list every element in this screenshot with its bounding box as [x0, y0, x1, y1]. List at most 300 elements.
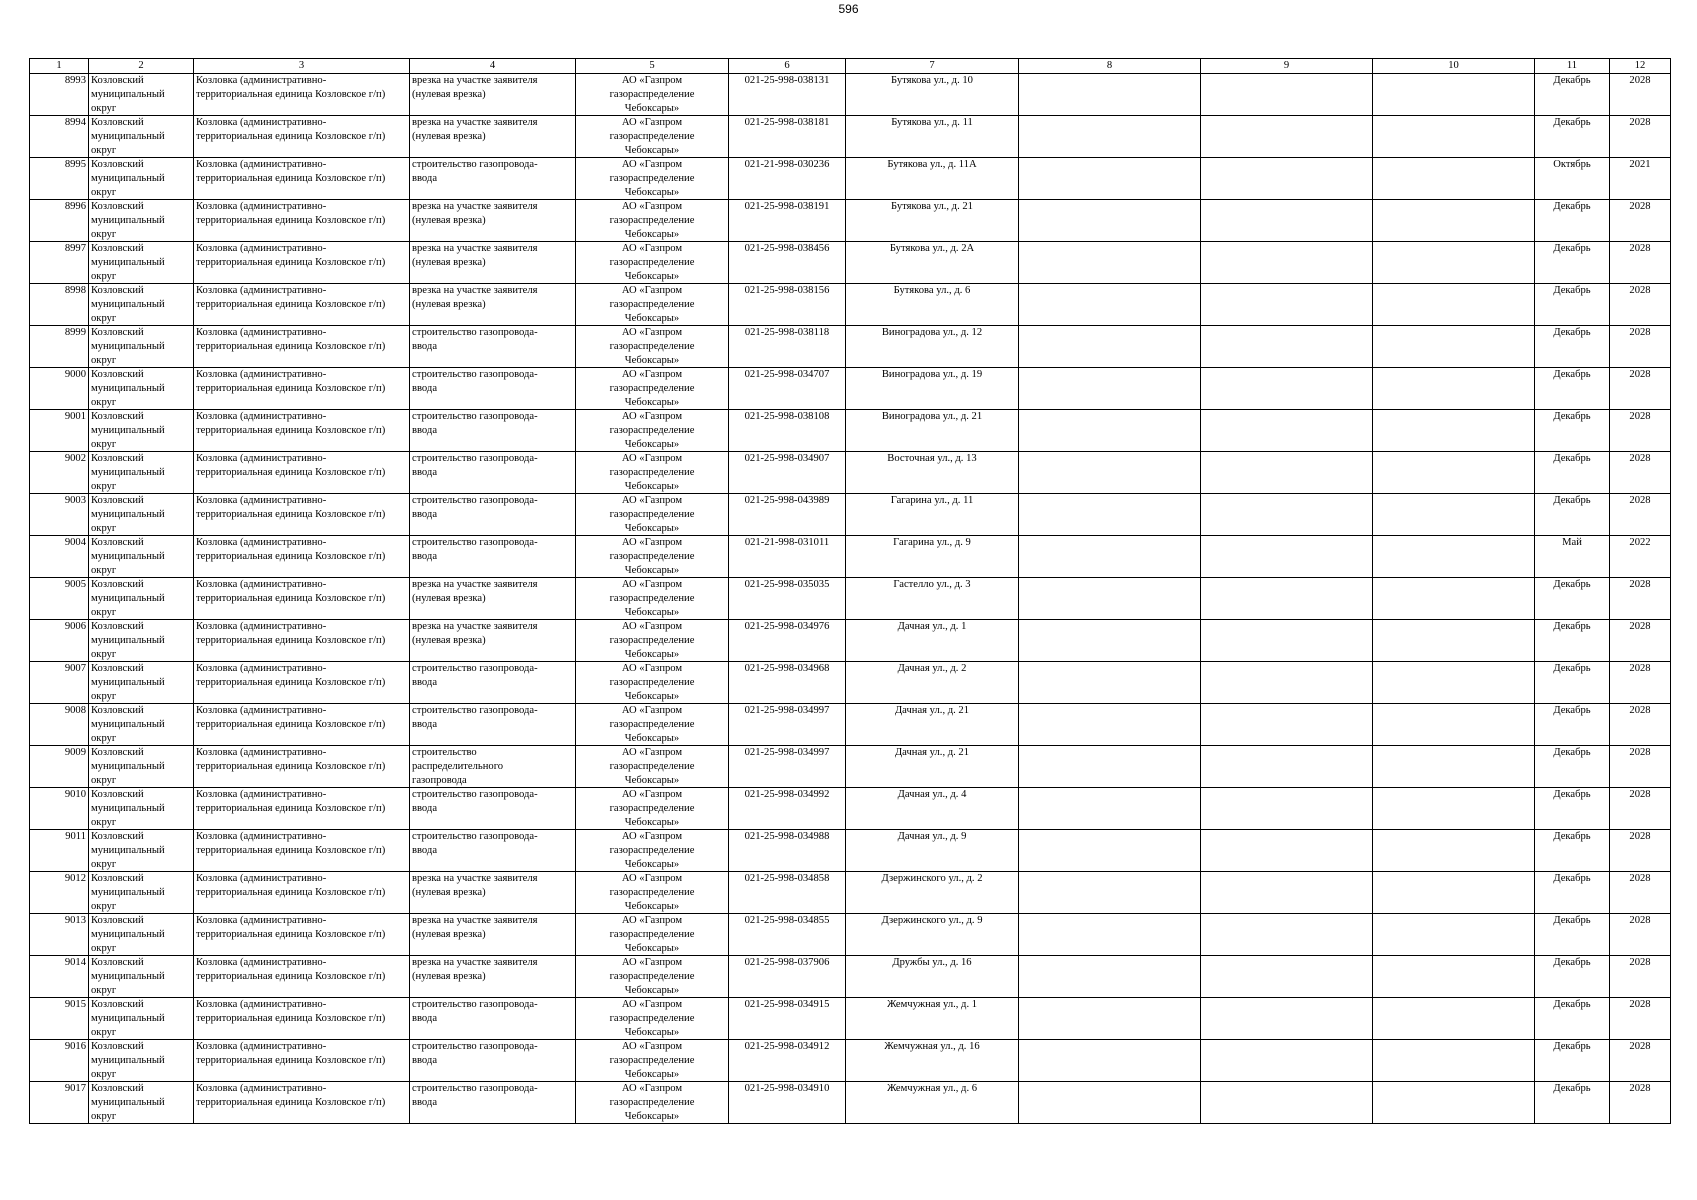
settlement-cell-content — [196, 1082, 407, 1123]
district-cell-line: муниципальный — [91, 760, 165, 772]
organization-cell-line: Чебоксары» — [624, 1110, 680, 1122]
organization-cell — [576, 326, 729, 368]
work-type-cell-line: врезка на участке заявителя — [412, 243, 538, 254]
month-cell: Декабрь — [1535, 872, 1610, 914]
column-8-cell — [1019, 956, 1201, 998]
organization-cell-line: Чебоксары» — [624, 606, 680, 618]
district-cell-line: округ — [91, 774, 117, 786]
column-10-cell — [1373, 746, 1535, 788]
district-cell-line: муниципальный — [91, 256, 165, 268]
district-cell-line: Козловский — [91, 285, 144, 296]
column-8-cell — [1019, 788, 1201, 830]
district-cell-line: Козловский — [91, 663, 144, 674]
work-type-cell — [410, 452, 576, 494]
organization-cell-line: АО «Газпром — [621, 663, 683, 674]
row-number-cell: 9012 — [30, 872, 89, 914]
column-9-cell — [1201, 200, 1373, 242]
district-cell — [89, 1040, 194, 1082]
district-cell-line: Козловский — [91, 159, 144, 170]
organization-cell — [576, 914, 729, 956]
column-header: 6 — [729, 59, 846, 74]
organization-cell — [576, 410, 729, 452]
settlement-cell-line: территориальная единица Козловское г/п) — [196, 676, 386, 688]
row-number-cell: 9009 — [30, 746, 89, 788]
column-10-cell — [1373, 914, 1535, 956]
organization-cell-line: Чебоксары» — [624, 480, 680, 492]
work-type-cell-line: (нулевая врезка) — [412, 886, 486, 898]
settlement-cell — [194, 536, 410, 578]
column-9-cell — [1201, 704, 1373, 746]
settlement-cell-line: Козловка (административно- — [196, 579, 327, 590]
work-type-cell-line: (нулевая врезка) — [412, 88, 486, 100]
district-cell-line: Козловский — [91, 831, 144, 842]
district-cell-line: Козловский — [91, 411, 144, 422]
organization-cell — [576, 494, 729, 536]
organization-cell-line: Чебоксары» — [624, 522, 680, 534]
work-type-cell-content — [412, 830, 573, 871]
object-code-cell: 021-21-998-030236 — [729, 158, 846, 200]
column-9-cell — [1201, 284, 1373, 326]
organization-cell — [576, 452, 729, 494]
row-number-cell: 9005 — [30, 578, 89, 620]
object-code-cell: 021-25-998-038456 — [729, 242, 846, 284]
district-cell-line: муниципальный — [91, 1096, 165, 1108]
district-cell-content — [91, 662, 191, 703]
organization-cell-line: Чебоксары» — [624, 186, 680, 198]
row-number-cell: 9014 — [30, 956, 89, 998]
settlement-cell-content — [196, 74, 407, 115]
settlement-cell — [194, 1082, 410, 1124]
object-code-cell: 021-25-998-038181 — [729, 116, 846, 158]
district-cell-line: округ — [91, 564, 117, 576]
year-cell: 2028 — [1610, 578, 1671, 620]
organization-cell-line: Чебоксары» — [624, 984, 680, 996]
settlement-cell-line: Козловка (административно- — [196, 453, 327, 464]
work-type-cell — [410, 284, 576, 326]
settlement-cell-line: Козловка (административно- — [196, 495, 327, 506]
row-number-cell: 9002 — [30, 452, 89, 494]
address-cell: Дачная ул., д. 4 — [846, 788, 1019, 830]
work-type-cell-line: распределительного — [412, 760, 504, 772]
district-cell-line: Козловский — [91, 957, 144, 968]
work-type-cell-line: строительство газопровода- — [412, 159, 538, 170]
organization-cell-line: Чебоксары» — [624, 144, 680, 156]
district-cell-line: муниципальный — [91, 508, 165, 520]
column-8-cell — [1019, 200, 1201, 242]
column-10-cell — [1373, 578, 1535, 620]
work-type-cell — [410, 200, 576, 242]
work-type-cell-line: строительство газопровода- — [412, 453, 538, 464]
settlement-cell-line: территориальная единица Козловское г/п) — [196, 718, 386, 730]
table-row — [30, 578, 1671, 620]
row-number-cell: 9006 — [30, 620, 89, 662]
settlement-cell-line: Козловка (административно- — [196, 117, 327, 128]
district-cell-line: муниципальный — [91, 844, 165, 856]
district-cell-line: округ — [91, 186, 117, 198]
month-cell: Декабрь — [1535, 662, 1610, 704]
address-cell: Виноградова ул., д. 19 — [846, 368, 1019, 410]
work-type-cell-line: строительство газопровода- — [412, 1083, 538, 1094]
organization-cell-content — [578, 494, 726, 535]
work-type-cell-line: ввода — [412, 382, 438, 394]
district-cell-line: округ — [91, 1110, 117, 1122]
work-type-cell-content — [412, 74, 573, 115]
object-code-cell: 021-25-998-034855 — [729, 914, 846, 956]
district-cell — [89, 536, 194, 578]
organization-cell-line: АО «Газпром — [621, 537, 683, 548]
column-10-cell — [1373, 74, 1535, 116]
work-type-cell-line: ввода — [412, 1012, 438, 1024]
work-type-cell-line: ввода — [412, 844, 438, 856]
organization-cell-line: газораспределение — [609, 508, 695, 520]
settlement-cell — [194, 284, 410, 326]
settlement-cell-content — [196, 242, 407, 283]
column-8-cell — [1019, 914, 1201, 956]
table-row — [30, 1082, 1671, 1124]
organization-cell-line: Чебоксары» — [624, 900, 680, 912]
district-cell-line: округ — [91, 1068, 117, 1080]
column-10-cell — [1373, 116, 1535, 158]
organization-cell-line: Чебоксары» — [624, 312, 680, 324]
district-cell-line: муниципальный — [91, 340, 165, 352]
district-cell-line: муниципальный — [91, 466, 165, 478]
work-type-cell — [410, 326, 576, 368]
object-code-cell: 021-21-998-031011 — [729, 536, 846, 578]
district-cell-content — [91, 158, 191, 199]
organization-cell — [576, 284, 729, 326]
work-type-cell-line: строительство газопровода- — [412, 789, 538, 800]
month-cell: Декабрь — [1535, 326, 1610, 368]
district-cell-line: муниципальный — [91, 592, 165, 604]
column-8-cell — [1019, 998, 1201, 1040]
organization-cell-content — [578, 704, 726, 745]
column-10-cell — [1373, 326, 1535, 368]
organization-cell-content — [578, 284, 726, 325]
column-header: 1 — [30, 59, 89, 74]
district-cell-line: округ — [91, 228, 117, 240]
settlement-cell-content — [196, 914, 407, 955]
table-row — [30, 200, 1671, 242]
organization-cell-content — [578, 620, 726, 661]
district-cell-line: округ — [91, 438, 117, 450]
year-cell: 2028 — [1610, 200, 1671, 242]
address-cell: Дзержинского ул., д. 9 — [846, 914, 1019, 956]
settlement-cell-line: территориальная единица Козловское г/п) — [196, 508, 386, 520]
organization-cell-content — [578, 914, 726, 955]
district-cell-line: Козловский — [91, 915, 144, 926]
district-cell-content — [91, 746, 191, 787]
district-cell-line: Козловский — [91, 999, 144, 1010]
year-cell: 2028 — [1610, 956, 1671, 998]
year-cell: 2028 — [1610, 620, 1671, 662]
work-type-cell-line: строительство газопровода- — [412, 495, 538, 506]
work-type-cell-line: ввода — [412, 1054, 438, 1066]
year-cell: 2028 — [1610, 368, 1671, 410]
settlement-cell-line: территориальная единица Козловское г/п) — [196, 88, 386, 100]
organization-cell-content — [578, 452, 726, 493]
district-cell — [89, 74, 194, 116]
work-type-cell-line: врезка на участке заявителя — [412, 285, 538, 296]
organization-cell — [576, 536, 729, 578]
settlement-cell — [194, 326, 410, 368]
table-row — [30, 998, 1671, 1040]
column-8-cell — [1019, 830, 1201, 872]
work-type-cell-line: строительство — [412, 747, 477, 758]
organization-cell-line: Чебоксары» — [624, 690, 680, 702]
work-type-cell — [410, 620, 576, 662]
district-cell-line: округ — [91, 270, 117, 282]
district-cell-line: муниципальный — [91, 88, 165, 100]
column-10-cell — [1373, 368, 1535, 410]
table-row — [30, 158, 1671, 200]
settlement-cell-content — [196, 788, 407, 829]
object-code-cell: 021-25-998-034912 — [729, 1040, 846, 1082]
district-cell-line: округ — [91, 396, 117, 408]
column-9-cell — [1201, 872, 1373, 914]
year-cell: 2022 — [1610, 536, 1671, 578]
organization-cell-line: Чебоксары» — [624, 102, 680, 114]
column-10-cell — [1373, 494, 1535, 536]
object-code-cell: 021-25-998-037906 — [729, 956, 846, 998]
month-cell: Декабрь — [1535, 410, 1610, 452]
district-cell-line: муниципальный — [91, 214, 165, 226]
organization-cell-line: газораспределение — [609, 844, 695, 856]
column-10-cell — [1373, 242, 1535, 284]
work-type-cell-content — [412, 158, 573, 199]
column-10-cell — [1373, 788, 1535, 830]
district-cell-line: Козловский — [91, 789, 144, 800]
settlement-cell-content — [196, 956, 407, 997]
column-8-cell — [1019, 536, 1201, 578]
district-cell — [89, 956, 194, 998]
organization-cell-line: АО «Газпром — [621, 75, 683, 86]
object-code-cell: 021-25-998-034976 — [729, 620, 846, 662]
settlement-cell-content — [196, 746, 407, 787]
row-number-cell: 9010 — [30, 788, 89, 830]
settlement-cell-content — [196, 200, 407, 241]
district-cell-line: Козловский — [91, 873, 144, 884]
work-type-cell-line: строительство газопровода- — [412, 663, 538, 674]
column-10-cell — [1373, 956, 1535, 998]
object-code-cell: 021-25-998-034988 — [729, 830, 846, 872]
district-cell — [89, 284, 194, 326]
settlement-cell-line: Козловка (административно- — [196, 915, 327, 926]
organization-cell — [576, 1082, 729, 1124]
year-cell: 2028 — [1610, 830, 1671, 872]
settlement-cell — [194, 998, 410, 1040]
year-cell: 2028 — [1610, 746, 1671, 788]
organization-cell — [576, 578, 729, 620]
organization-cell-line: газораспределение — [609, 1054, 695, 1066]
object-code-cell: 021-25-998-034858 — [729, 872, 846, 914]
work-type-cell — [410, 410, 576, 452]
settlement-cell-content — [196, 410, 407, 451]
month-cell: Декабрь — [1535, 200, 1610, 242]
column-8-cell — [1019, 116, 1201, 158]
organization-cell-content — [578, 578, 726, 619]
settlement-cell — [194, 200, 410, 242]
organization-cell — [576, 872, 729, 914]
district-cell-line: Козловский — [91, 747, 144, 758]
column-10-cell — [1373, 872, 1535, 914]
object-code-cell: 021-25-998-035035 — [729, 578, 846, 620]
settlement-cell-content — [196, 452, 407, 493]
district-cell-line: муниципальный — [91, 298, 165, 310]
work-type-cell-content — [412, 410, 573, 451]
settlement-cell-line: Козловка (административно- — [196, 75, 327, 86]
month-cell: Декабрь — [1535, 998, 1610, 1040]
column-9-cell — [1201, 494, 1373, 536]
district-cell-line: Козловский — [91, 327, 144, 338]
organization-cell-line: газораспределение — [609, 592, 695, 604]
settlement-cell-content — [196, 662, 407, 703]
district-cell — [89, 578, 194, 620]
work-type-cell-content — [412, 746, 573, 787]
column-header: 10 — [1373, 59, 1535, 74]
address-cell: Гагарина ул., д. 11 — [846, 494, 1019, 536]
work-type-cell — [410, 368, 576, 410]
district-cell-line: Козловский — [91, 75, 144, 86]
object-code-cell: 021-25-998-038156 — [729, 284, 846, 326]
page-number: 596 — [838, 2, 859, 16]
settlement-cell-line: Козловка (административно- — [196, 999, 327, 1010]
district-cell-line: округ — [91, 312, 117, 324]
work-type-cell-line: строительство газопровода- — [412, 537, 538, 548]
district-cell — [89, 872, 194, 914]
column-8-cell — [1019, 620, 1201, 662]
district-cell — [89, 662, 194, 704]
district-cell-line: Козловский — [91, 1041, 144, 1052]
table-row — [30, 704, 1671, 746]
object-code-cell: 021-25-998-038191 — [729, 200, 846, 242]
work-type-cell-line: строительство газопровода- — [412, 411, 538, 422]
row-number-cell: 9013 — [30, 914, 89, 956]
district-cell-line: округ — [91, 984, 117, 996]
object-code-cell: 021-25-998-038131 — [729, 74, 846, 116]
district-cell-content — [91, 368, 191, 409]
organization-cell-content — [578, 788, 726, 829]
year-cell: 2028 — [1610, 872, 1671, 914]
work-type-cell-line: врезка на участке заявителя — [412, 201, 538, 212]
table-row — [30, 746, 1671, 788]
organization-cell — [576, 788, 729, 830]
district-cell-line: округ — [91, 732, 117, 744]
year-cell: 2028 — [1610, 410, 1671, 452]
object-code-cell: 021-25-998-034910 — [729, 1082, 846, 1124]
work-type-cell-content — [412, 788, 573, 829]
organization-cell — [576, 704, 729, 746]
district-cell-content — [91, 956, 191, 997]
column-8-cell — [1019, 368, 1201, 410]
settlement-cell-line: Козловка (административно- — [196, 1083, 327, 1094]
district-cell — [89, 116, 194, 158]
district-cell — [89, 830, 194, 872]
work-type-cell-line: ввода — [412, 172, 438, 184]
column-10-cell — [1373, 1082, 1535, 1124]
column-header: 9 — [1201, 59, 1373, 74]
district-cell-content — [91, 1040, 191, 1081]
district-cell-line: муниципальный — [91, 1012, 165, 1024]
work-type-cell-content — [412, 578, 573, 619]
organization-cell-line: газораспределение — [609, 466, 695, 478]
column-9-cell — [1201, 788, 1373, 830]
year-cell: 2028 — [1610, 242, 1671, 284]
settlement-cell-line: Козловка (административно- — [196, 537, 327, 548]
column-8-cell — [1019, 704, 1201, 746]
settlement-cell-line: территориальная единица Козловское г/п) — [196, 172, 386, 184]
district-cell-content — [91, 578, 191, 619]
organization-cell — [576, 368, 729, 410]
organization-cell-line: АО «Газпром — [621, 285, 683, 296]
district-cell-line: Козловский — [91, 201, 144, 212]
month-cell: Декабрь — [1535, 1082, 1610, 1124]
register-body — [30, 74, 1671, 1124]
organization-cell — [576, 746, 729, 788]
row-number-cell: 8997 — [30, 242, 89, 284]
month-cell: Декабрь — [1535, 1040, 1610, 1082]
work-type-cell — [410, 494, 576, 536]
district-cell-line: Козловский — [91, 495, 144, 506]
settlement-cell — [194, 956, 410, 998]
work-type-cell-line: газопровода — [412, 774, 467, 786]
column-9-cell — [1201, 74, 1373, 116]
column-8-cell — [1019, 284, 1201, 326]
year-cell: 2028 — [1610, 704, 1671, 746]
column-9-cell — [1201, 746, 1373, 788]
column-9-cell — [1201, 620, 1373, 662]
column-8-cell — [1019, 662, 1201, 704]
work-type-cell-line: врезка на участке заявителя — [412, 75, 538, 86]
district-cell-content — [91, 74, 191, 115]
organization-cell-content — [578, 200, 726, 241]
work-type-cell — [410, 956, 576, 998]
organization-cell-content — [578, 326, 726, 367]
settlement-cell — [194, 452, 410, 494]
table-row — [30, 284, 1671, 326]
month-cell: Декабрь — [1535, 368, 1610, 410]
work-type-cell-line: строительство газопровода- — [412, 705, 538, 716]
work-type-cell-content — [412, 452, 573, 493]
settlement-cell-content — [196, 494, 407, 535]
organization-cell-line: газораспределение — [609, 802, 695, 814]
table-row — [30, 788, 1671, 830]
column-8-cell — [1019, 158, 1201, 200]
organization-cell-line: Чебоксары» — [624, 228, 680, 240]
column-8-cell — [1019, 1040, 1201, 1082]
address-cell: Виноградова ул., д. 21 — [846, 410, 1019, 452]
organization-cell-line: АО «Газпром — [621, 201, 683, 212]
organization-cell-line: АО «Газпром — [621, 495, 683, 506]
district-cell-content — [91, 242, 191, 283]
organization-cell-line: АО «Газпром — [621, 1041, 683, 1052]
settlement-cell — [194, 788, 410, 830]
district-cell — [89, 704, 194, 746]
address-cell: Бутякова ул., д. 10 — [846, 74, 1019, 116]
settlement-cell-line: Козловка (административно- — [196, 159, 327, 170]
settlement-cell — [194, 410, 410, 452]
organization-cell-content — [578, 830, 726, 871]
organization-cell-line: газораспределение — [609, 1096, 695, 1108]
work-type-cell-content — [412, 368, 573, 409]
district-cell-line: округ — [91, 942, 117, 954]
settlement-cell — [194, 914, 410, 956]
column-10-cell — [1373, 998, 1535, 1040]
organization-cell-line: газораспределение — [609, 550, 695, 562]
district-cell — [89, 998, 194, 1040]
organization-cell-line: АО «Газпром — [621, 369, 683, 380]
year-cell: 2028 — [1610, 788, 1671, 830]
organization-cell-line: АО «Газпром — [621, 453, 683, 464]
